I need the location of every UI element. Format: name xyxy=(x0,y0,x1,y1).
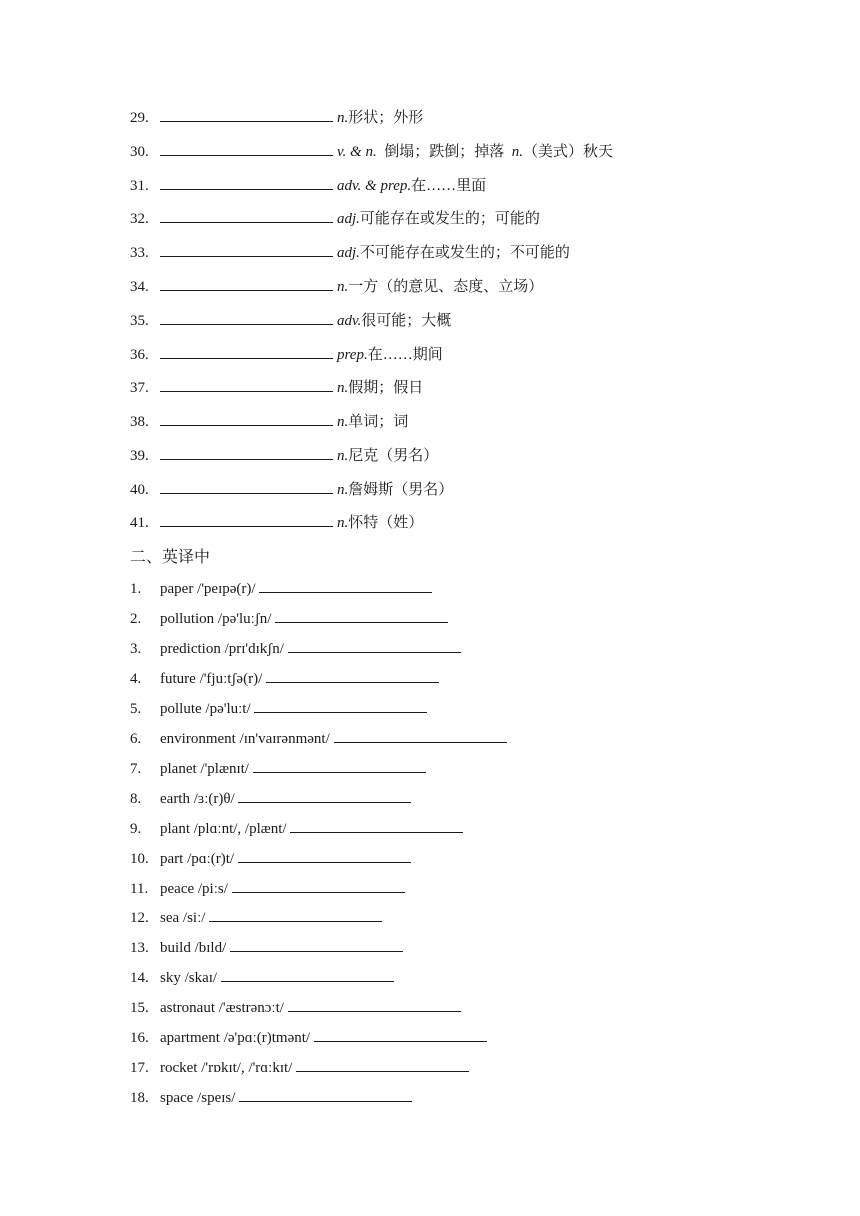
translation-item-9 xyxy=(130,818,463,838)
part-of-speech: adv. & prep. xyxy=(337,178,412,194)
item-number: 40. xyxy=(130,482,149,498)
item-number: 8. xyxy=(130,791,142,807)
item-number: 30. xyxy=(130,144,149,160)
vocab-item-41 xyxy=(130,511,423,532)
answer-blank[interactable] xyxy=(314,1027,487,1042)
answer-blank[interactable] xyxy=(230,937,403,952)
answer-blank[interactable] xyxy=(288,638,461,653)
answer-blank[interactable] xyxy=(334,728,507,743)
item-number: 18. xyxy=(130,1090,149,1106)
translation-item-7 xyxy=(130,758,426,778)
item-number: 6. xyxy=(130,731,142,747)
item-number: 33. xyxy=(130,245,149,261)
vocab-item-34 xyxy=(130,275,543,296)
translation-item-13 xyxy=(130,937,403,957)
vocab-item-30 xyxy=(130,140,613,161)
definition: 怀特（姓） xyxy=(348,515,424,531)
item-number: 2. xyxy=(130,611,142,627)
answer-blank[interactable] xyxy=(160,479,333,494)
translation-item-17 xyxy=(130,1057,469,1077)
word-with-phonetic: rocket /'rɒkɪt/, /'rɑːkɪt/ xyxy=(160,1060,297,1076)
translation-item-15 xyxy=(130,997,461,1017)
answer-blank[interactable] xyxy=(238,788,411,803)
part-of-speech: adj. xyxy=(337,245,360,261)
answer-blank[interactable] xyxy=(254,698,427,713)
item-number: 17. xyxy=(130,1060,149,1076)
word-with-phonetic: part /pɑː(r)t/ xyxy=(160,851,238,867)
answer-blank[interactable] xyxy=(238,848,411,863)
answer-blank[interactable] xyxy=(239,1087,412,1102)
word-with-phonetic: astronaut /'æstrənɔːt/ xyxy=(160,1000,288,1016)
translation-item-6 xyxy=(130,728,507,748)
vocab-item-33 xyxy=(130,241,570,262)
answer-blank[interactable] xyxy=(160,208,333,223)
answer-blank[interactable] xyxy=(290,818,463,833)
answer-blank[interactable] xyxy=(221,967,394,982)
item-number: 38. xyxy=(130,414,149,430)
word-with-phonetic: prediction /prɪ'dɪkʃn/ xyxy=(160,641,288,657)
translation-item-8 xyxy=(130,788,411,808)
translation-item-3 xyxy=(130,638,461,658)
item-number: 4. xyxy=(130,671,142,687)
part-of-speech: n. xyxy=(337,414,349,430)
definition: 可能存在或发生的；可能的 xyxy=(359,211,540,227)
definition: 形状；外形 xyxy=(348,110,424,126)
word-with-phonetic: environment /ɪn'vaɪrənmənt/ xyxy=(160,731,334,747)
part-of-speech: adj. xyxy=(337,211,360,227)
answer-blank[interactable] xyxy=(232,878,405,893)
answer-blank[interactable] xyxy=(160,344,333,359)
definition: 尼克（男名） xyxy=(348,448,439,464)
answer-blank[interactable] xyxy=(160,107,333,122)
word-with-phonetic: space /speɪs/ xyxy=(160,1090,240,1106)
item-number: 10. xyxy=(130,851,149,867)
word-with-phonetic: pollution /pə'luːʃn/ xyxy=(160,611,276,627)
translation-item-2 xyxy=(130,608,448,628)
item-number: 29. xyxy=(130,110,149,126)
word-with-phonetic: planet /'plænɪt/ xyxy=(160,761,253,777)
translation-item-18 xyxy=(130,1087,412,1107)
answer-blank[interactable] xyxy=(160,141,333,156)
item-number: 41. xyxy=(130,515,149,531)
translation-item-14 xyxy=(130,967,394,987)
vocab-item-38 xyxy=(130,410,408,431)
answer-blank[interactable] xyxy=(209,907,382,922)
definition: 很可能；大概 xyxy=(361,313,452,329)
definition: 在……里面 xyxy=(411,178,487,194)
part-of-speech: adv. xyxy=(337,313,362,329)
part-of-speech: v. & n. xyxy=(337,144,377,160)
item-number: 7. xyxy=(130,761,142,777)
vocab-item-40 xyxy=(130,478,453,499)
vocab-item-32 xyxy=(130,207,540,228)
translation-item-1 xyxy=(130,578,432,598)
item-number: 11. xyxy=(130,881,149,897)
word-with-phonetic: earth /ɜː(r)θ/ xyxy=(160,791,239,807)
translation-item-4 xyxy=(130,668,439,688)
item-number: 15. xyxy=(130,1000,149,1016)
translation-item-11 xyxy=(130,878,405,898)
word-with-phonetic: peace /piːs/ xyxy=(160,881,232,897)
definition-2: （美式）秋天 xyxy=(522,144,613,160)
translation-item-16 xyxy=(130,1027,487,1047)
word-with-phonetic: sea /siː/ xyxy=(160,910,210,926)
answer-blank[interactable] xyxy=(275,608,448,623)
answer-blank[interactable] xyxy=(288,997,461,1012)
translation-item-12 xyxy=(130,907,382,927)
definition: 不可能存在或发生的；不可能的 xyxy=(359,245,570,261)
item-number: 39. xyxy=(130,448,149,464)
vocab-item-39 xyxy=(130,444,438,465)
answer-blank[interactable] xyxy=(160,445,333,460)
definition: 假期；假日 xyxy=(348,380,424,396)
definition: 倒塌；跌倒；掉落 xyxy=(376,144,512,160)
item-number: 3. xyxy=(130,641,142,657)
item-number: 12. xyxy=(130,910,149,926)
vocab-item-31 xyxy=(130,174,486,195)
part-of-speech: n. xyxy=(337,515,349,531)
word-with-phonetic: future /'fjuːtʃə(r)/ xyxy=(160,671,266,687)
definition: 在……期间 xyxy=(367,347,443,363)
answer-blank[interactable] xyxy=(253,758,426,773)
word-with-phonetic: build /bɪld/ xyxy=(160,940,231,956)
word-with-phonetic: sky /skaɪ/ xyxy=(160,970,221,986)
answer-blank[interactable] xyxy=(160,276,333,291)
item-number: 9. xyxy=(130,821,142,837)
vocab-item-37 xyxy=(130,376,423,397)
word-with-phonetic: plant /plɑːnt/, /plænt/ xyxy=(160,821,291,837)
answer-blank[interactable] xyxy=(160,175,333,190)
item-number: 1. xyxy=(130,581,142,597)
definition: 单词；词 xyxy=(348,414,409,430)
item-number: 31. xyxy=(130,178,149,194)
answer-blank[interactable] xyxy=(296,1057,469,1072)
part-of-speech: n. xyxy=(337,110,349,126)
answer-blank[interactable] xyxy=(160,512,333,527)
part-of-speech: n. xyxy=(337,482,349,498)
answer-blank[interactable] xyxy=(160,377,333,392)
answer-blank[interactable] xyxy=(160,242,333,257)
item-number: 34. xyxy=(130,279,149,295)
translation-item-10 xyxy=(130,848,411,868)
vocab-item-29 xyxy=(130,106,423,127)
item-number: 16. xyxy=(130,1030,149,1046)
part-of-speech-2: n. xyxy=(511,144,523,160)
item-number: 36. xyxy=(130,347,149,363)
part-of-speech: n. xyxy=(337,448,349,464)
vocab-item-35 xyxy=(130,309,451,330)
part-of-speech: prep. xyxy=(337,347,368,363)
part-of-speech: n. xyxy=(337,279,349,295)
word-with-phonetic: pollute /pə'luːt/ xyxy=(160,701,255,717)
part-of-speech: n. xyxy=(337,380,349,396)
answer-blank[interactable] xyxy=(160,411,333,426)
item-number: 14. xyxy=(130,970,149,986)
answer-blank[interactable] xyxy=(266,668,439,683)
translation-item-5 xyxy=(130,698,427,718)
answer-blank[interactable] xyxy=(259,578,432,593)
answer-blank[interactable] xyxy=(160,310,333,325)
word-with-phonetic: paper /'peɪpə(r)/ xyxy=(160,581,260,597)
item-number: 32. xyxy=(130,211,149,227)
word-with-phonetic: apartment /ə'pɑː(r)tmənt/ xyxy=(160,1030,314,1046)
item-number: 13. xyxy=(130,940,149,956)
vocab-item-36 xyxy=(130,343,443,364)
definition: 詹姆斯（男名） xyxy=(348,482,454,498)
item-number: 37. xyxy=(130,380,149,396)
item-number: 35. xyxy=(130,313,149,329)
item-number: 5. xyxy=(130,701,142,717)
section-heading: 二、英译中 xyxy=(130,549,211,566)
definition: 一方（的意见、态度、立场） xyxy=(348,279,544,295)
